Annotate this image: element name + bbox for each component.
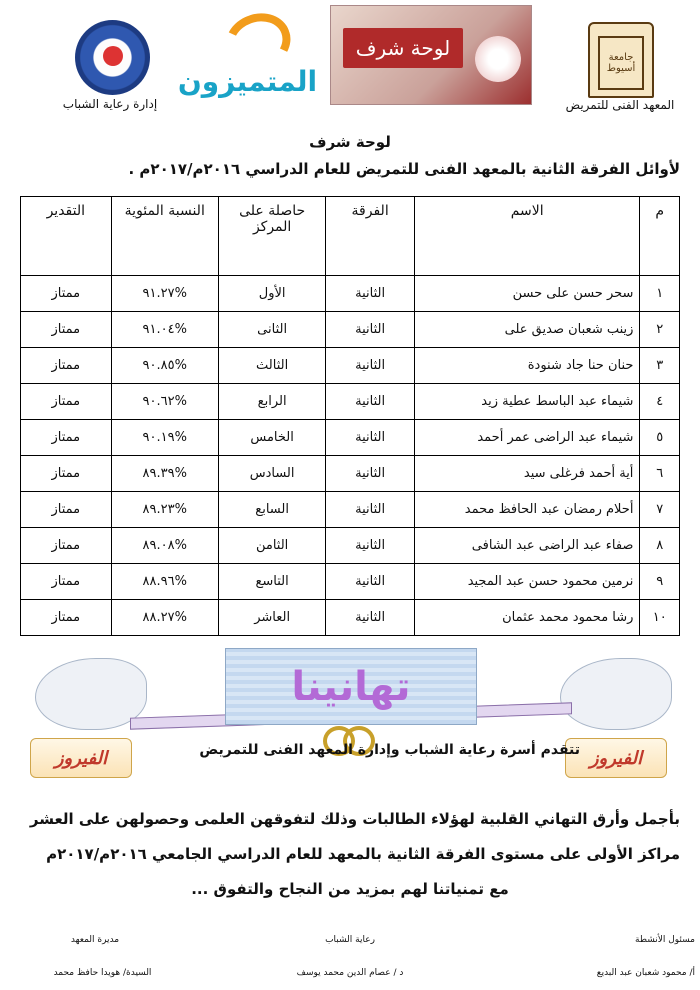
cell-grade: ممتاز	[21, 348, 112, 384]
message-line-3: مراكز الأولى على مستوى الفرقة الثانية بالمعهد للعام الدراسي الجامعي ٢٠١٦م/٢٠١٧م	[46, 845, 680, 863]
institute-caption: المعهد الفنى للتمريض	[565, 98, 675, 112]
cell-rank: الرابع	[218, 384, 325, 420]
dove-icon	[560, 658, 672, 730]
flower-icon	[475, 36, 521, 82]
table-row	[21, 456, 680, 492]
cell-rank: الثانى	[218, 312, 325, 348]
message-line-4: مع تمنياتنا لهم بمزيد من النجاح والتفوق ...	[191, 880, 509, 898]
cell-rank: الأول	[218, 276, 325, 312]
cell-grade: ممتاز	[21, 456, 112, 492]
youth-logo	[75, 20, 150, 95]
cell-grade: ممتاز	[21, 564, 112, 600]
cell-grade: ممتاز	[21, 600, 112, 636]
cell-rank: الثامن	[218, 528, 325, 564]
header	[0, 0, 700, 125]
banner-title: لوحة شرف	[343, 28, 463, 68]
congrats-text: تهانينا	[291, 663, 411, 710]
cell-year: الثانية	[326, 276, 415, 312]
cell-grade: ممتاز	[21, 384, 112, 420]
results-table	[20, 196, 680, 636]
table-row	[21, 528, 680, 564]
university-logo	[588, 22, 654, 98]
signature-name-activities: أ/ محمود شعبان عبد البديع	[596, 968, 695, 978]
signature-name-director: السيدة/ هويدا حافظ محمد	[53, 968, 152, 978]
cell-pct: %٩١.٢٧	[111, 276, 218, 312]
youth-caption: إدارة رعاية الشباب	[62, 97, 158, 111]
message-line-1: تتقدم أسرة رعاية الشباب وإدارة المعهد الفنى للتمريض	[199, 742, 580, 758]
cell-grade: ممتاز	[21, 276, 112, 312]
cell-grade: ممتاز	[21, 312, 112, 348]
cell-pct: %٨٩.٣٩	[111, 456, 218, 492]
cell-year: الثانية	[326, 420, 415, 456]
cell-year: الثانية	[326, 492, 415, 528]
university-logo-text: جامعة أسيوط	[598, 36, 644, 90]
cell-pct: %٩٠.٦٢	[111, 384, 218, 420]
header-grade: التقدير	[21, 197, 112, 276]
message-line-2: بأجمل وأرق التهاني القلبية لهؤلاء الطالبات وذلك لتفوقهن العلمى وحصولهن على العشر	[29, 810, 680, 828]
cell-num: ١٠	[640, 600, 680, 636]
table-row	[21, 348, 680, 384]
signature-role-director: مديرة المعهد	[70, 935, 120, 945]
cell-name: صفاء عبد الراضى عبد الشافى	[414, 528, 639, 564]
table-row	[21, 600, 680, 636]
cell-pct: %٩٠.٨٥	[111, 348, 218, 384]
cell-num: ٣	[640, 348, 680, 384]
cell-name: شيماء عبد الراضى عمر أحمد	[414, 420, 639, 456]
congrats-banner	[225, 648, 477, 725]
table-header-row	[21, 197, 680, 276]
cell-rank: الثالث	[218, 348, 325, 384]
cell-year: الثانية	[326, 528, 415, 564]
cell-num: ٧	[640, 492, 680, 528]
cell-rank: السادس	[218, 456, 325, 492]
header-rank: حاصلة على المركز	[218, 197, 325, 276]
cell-grade: ممتاز	[21, 420, 112, 456]
header-name: الاسم	[414, 197, 639, 276]
fairuz-badge-left: الفيروز	[30, 738, 132, 778]
cell-rank: العاشر	[218, 600, 325, 636]
cell-pct: %٨٨.٢٧	[111, 600, 218, 636]
tamayoz-logo	[170, 10, 325, 105]
cell-year: الثانية	[326, 312, 415, 348]
cell-grade: ممتاز	[21, 492, 112, 528]
page-subtitle: لأوائل الفرقة الثانية بالمعهد الفنى للتمريض للعام الدراسي ٢٠١٦م/٢٠١٧م .	[128, 160, 680, 178]
cell-num: ١	[640, 276, 680, 312]
congratulations-decoration	[0, 638, 700, 769]
cell-pct: %٩١.٠٤	[111, 312, 218, 348]
cell-name: زينب شعبان صديق على	[414, 312, 639, 348]
youth-logo-emblem-icon	[103, 46, 123, 66]
table-row	[21, 312, 680, 348]
cell-num: ٢	[640, 312, 680, 348]
cell-name: أية أحمد فرغلى سيد	[414, 456, 639, 492]
signature-name-youth: د / عصام الدين محمد يوسف	[296, 968, 404, 978]
cell-year: الثانية	[326, 600, 415, 636]
cell-pct: %٨٩.٠٨	[111, 528, 218, 564]
header-year: الفرقة	[326, 197, 415, 276]
table-row	[21, 564, 680, 600]
table-row	[21, 420, 680, 456]
cell-rank: الخامس	[218, 420, 325, 456]
cell-num: ٤	[640, 384, 680, 420]
fairuz-badge-right: الفيروز	[565, 738, 667, 778]
cell-num: ٨	[640, 528, 680, 564]
cell-year: الثانية	[326, 564, 415, 600]
cell-num: ٥	[640, 420, 680, 456]
table-row	[21, 384, 680, 420]
cell-pct: %٩٠.١٩	[111, 420, 218, 456]
cell-year: الثانية	[326, 384, 415, 420]
cell-name: سحر حسن على حسن	[414, 276, 639, 312]
cell-grade: ممتاز	[21, 528, 112, 564]
cell-name: رشا محمود محمد عثمان	[414, 600, 639, 636]
cell-rank: التاسع	[218, 564, 325, 600]
header-num: م	[640, 197, 680, 276]
cell-year: الثانية	[326, 348, 415, 384]
cell-num: ٦	[640, 456, 680, 492]
cell-pct: %٨٩.٢٣	[111, 492, 218, 528]
cell-name: أحلام رمضان عبد الحافظ محمد	[414, 492, 639, 528]
table-row	[21, 492, 680, 528]
cell-name: نرمين محمود حسن عبد المجيد	[414, 564, 639, 600]
page-title: لوحة شرف	[309, 133, 391, 151]
table-row	[21, 276, 680, 312]
cell-year: الثانية	[326, 456, 415, 492]
cell-name: حنان حنا جاد شنودة	[414, 348, 639, 384]
cell-pct: %٨٨.٩٦	[111, 564, 218, 600]
tamayoz-logo-text: المتميزون	[177, 65, 318, 98]
cell-num: ٩	[640, 564, 680, 600]
cell-name: شيماء عبد الباسط عطية زيد	[414, 384, 639, 420]
signature-role-youth: رعاية الشباب	[325, 935, 375, 945]
header-pct: النسبة المئوية	[111, 197, 218, 276]
honor-board-banner	[330, 5, 532, 105]
signature-role-activities: مسئول الأنشطة	[635, 935, 695, 945]
cell-rank: السابع	[218, 492, 325, 528]
